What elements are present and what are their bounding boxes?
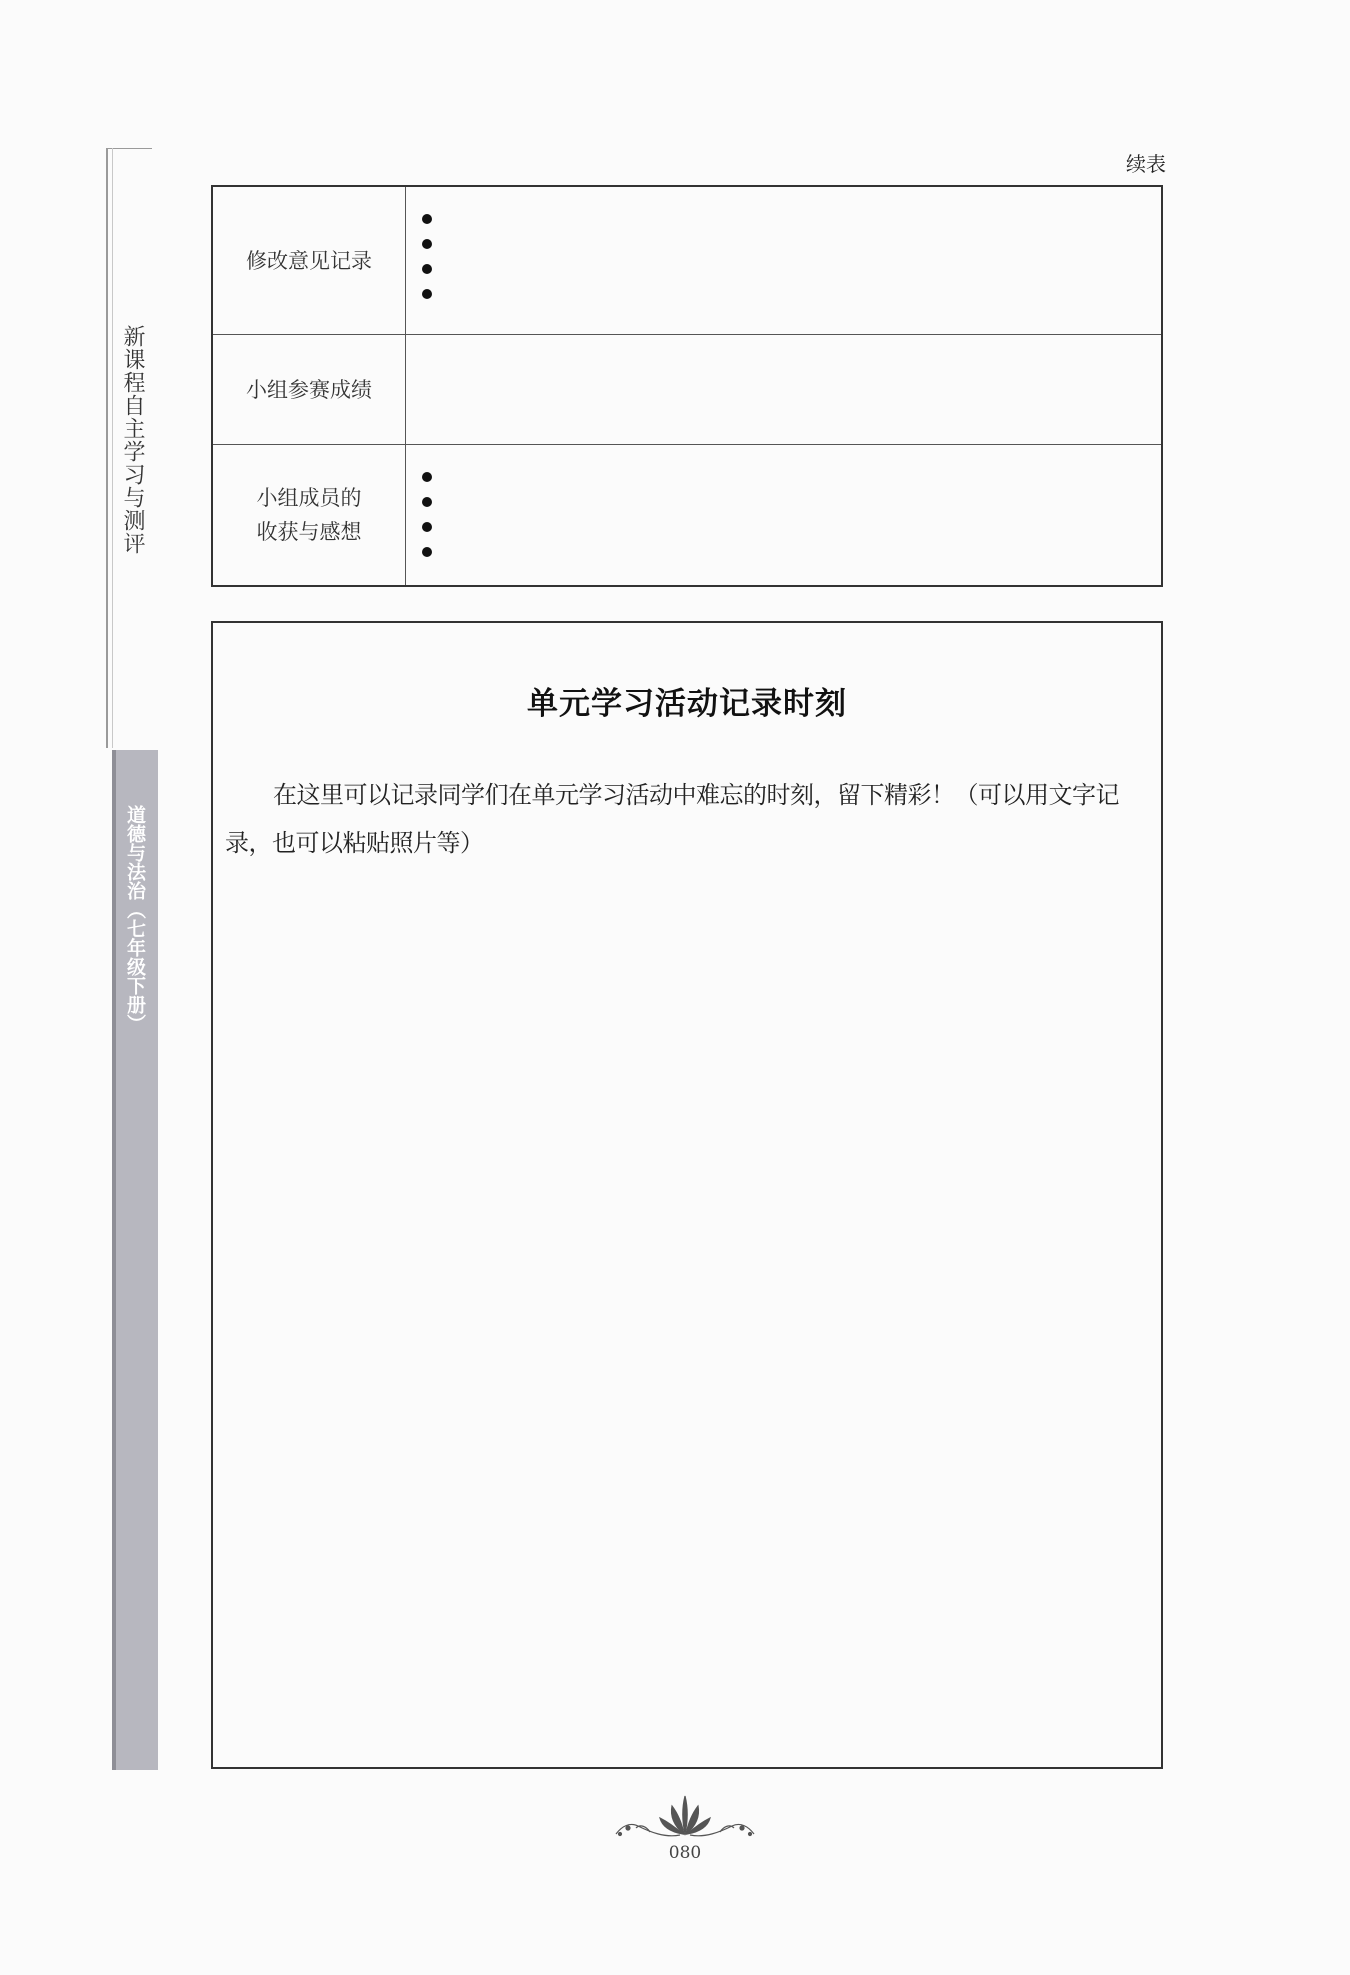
- row-label-line: 小组成员的: [256, 486, 362, 510]
- side-tab-upper-rule: [106, 148, 108, 748]
- row-label-revision: 修改意见记录: [213, 187, 406, 334]
- row-label-reflection: [213, 445, 406, 585]
- row-label-score: 小组参赛成绩: [213, 335, 406, 444]
- bullet-icon: [422, 214, 432, 224]
- bullet-icon: [422, 264, 432, 274]
- activity-instructions: 在这里可以记录同学们在单元学习活动中难忘的时刻，留下精彩！（可以用文字记录，也可以粘贴照片等）: [225, 781, 1119, 857]
- page-number: 080: [668, 1843, 702, 1863]
- row-label-line: 收获与感想: [256, 520, 362, 544]
- side-tab-upper-inner-rule: [112, 148, 113, 748]
- table-row: [213, 187, 1161, 335]
- reflection-cell[interactable]: [406, 445, 1161, 585]
- series-title: 新课程自主学习与测评: [120, 325, 145, 555]
- bullet-list: [422, 214, 432, 314]
- subject-title: 道德与法治（七年级下册）: [124, 805, 146, 1033]
- bullet-icon: [422, 497, 432, 507]
- bullet-icon: [422, 239, 432, 249]
- bullet-icon: [422, 472, 432, 482]
- floral-ornament-icon: [610, 1790, 760, 1842]
- table-row: [213, 335, 1161, 445]
- table-row: [213, 445, 1161, 585]
- group-score-cell[interactable]: [406, 335, 1161, 444]
- bullet-icon: [422, 522, 432, 532]
- continue-label: 续表: [1126, 152, 1166, 176]
- revision-notes-cell[interactable]: [406, 187, 1161, 334]
- activity-title: 单元学习活动记录时刻: [527, 686, 847, 722]
- activity-record-box[interactable]: [211, 621, 1163, 1769]
- bullet-icon: [422, 289, 432, 299]
- record-table: [211, 185, 1163, 587]
- bullet-icon: [422, 547, 432, 557]
- bullet-list: [422, 472, 432, 572]
